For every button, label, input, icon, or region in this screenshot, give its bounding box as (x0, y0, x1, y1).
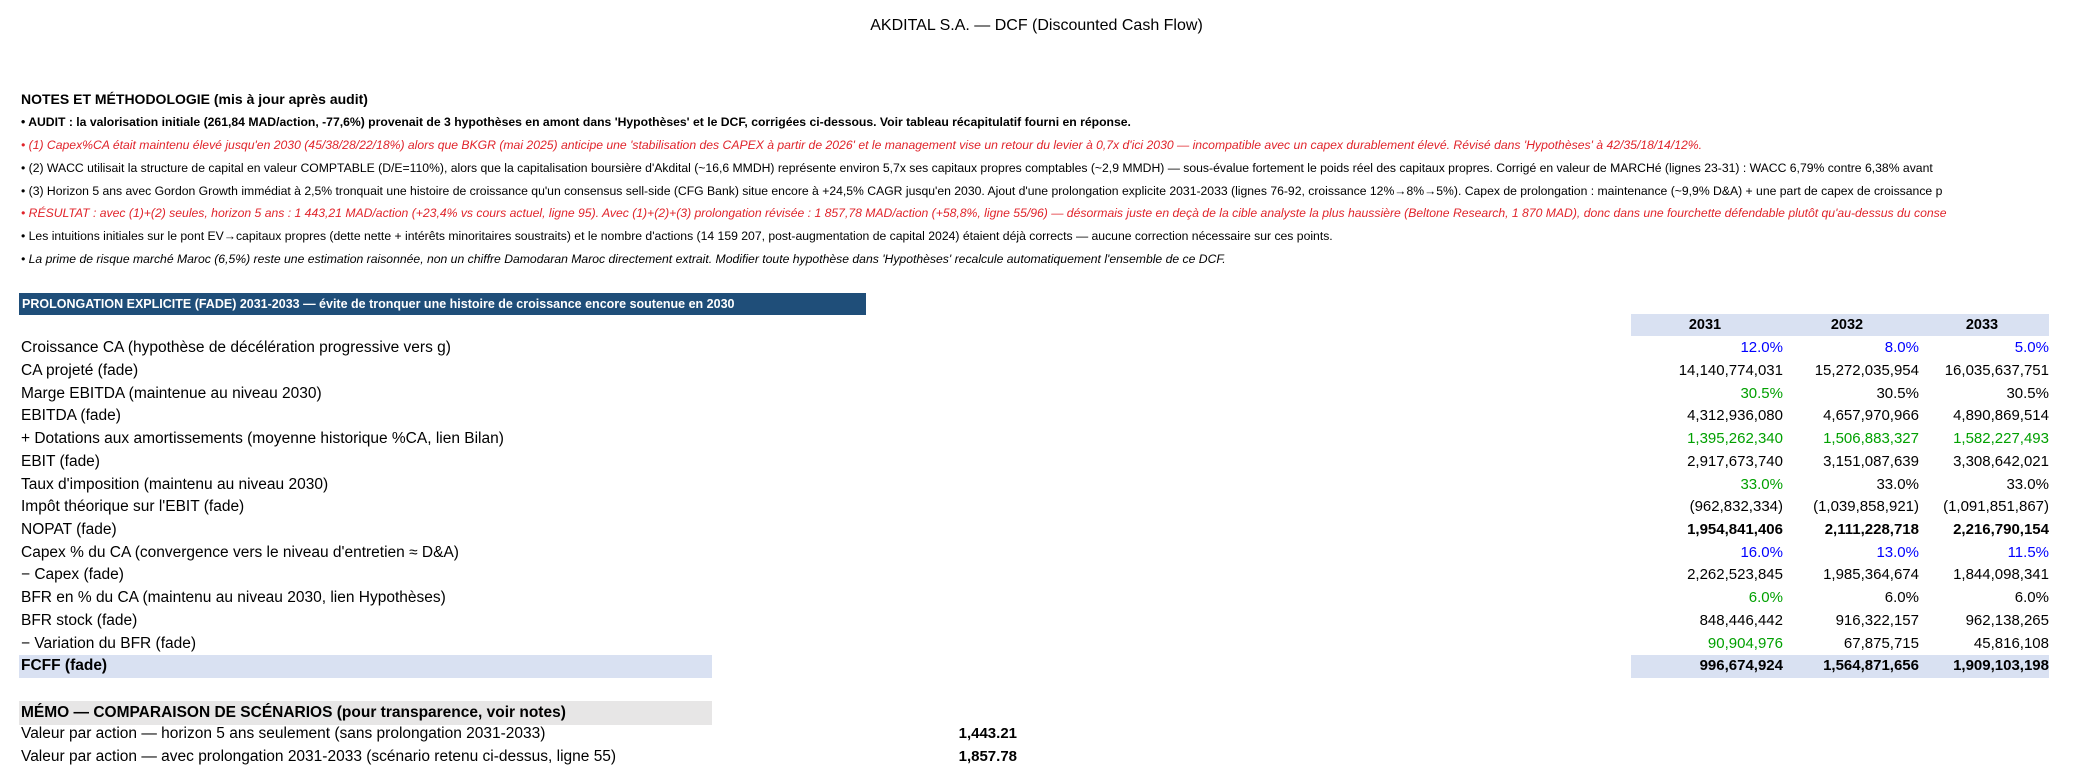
memo-label-fade: Valeur par action — avec prolongation 2031-2033 (scénario retenu ci-dessus, ligne 55) (21, 748, 617, 765)
cell-tax-rate-2031[interactable]: 33.0% (1740, 476, 1783, 493)
cell-depreciation-2031[interactable]: 1,395,262,340 (1687, 430, 1783, 447)
row-label-bfr-pct: BFR en % du CA (maintenu au niveau 2030, lien Hypothèses) (21, 589, 446, 606)
year-header-2031: 2031 (1631, 314, 1779, 336)
cell-bfr-change-2033[interactable]: 45,816,108 (1973, 635, 2049, 652)
row-label-depreciation: + Dotations aux amortissements (moyenne historique %CA, lien Bilan) (21, 430, 504, 447)
row-label-tax-rate: Taux d'imposition (maintenu au niveau 2030) (21, 476, 329, 493)
cell-bfr-pct-2031[interactable]: 6.0% (1748, 589, 1783, 606)
cell-ebitda-margin-2032[interactable]: 30.5% (1876, 385, 1919, 402)
row-label-ebitda: EBITDA (fade) (21, 407, 121, 424)
memo-value-5y[interactable]: 1,443.21 (958, 725, 1017, 742)
cell-capex-pct-2033[interactable]: 11.5% (2007, 544, 2049, 561)
note-wacc: • (2) WACC utilisait la structure de capital en valeur COMPTABLE (D/E=110%), alors que la capitalisation boursière d'Akdital (~16,6 MMDH) représente environ 5,7x ses capitaux propres comptables (~2,9 MMDH) — sous-évalue fortement le poids réel des capitaux propres. Corrigé en valeur de MARCHé (lignes 23-31) : WACC 6,79% contre 6,38% avant (21, 161, 1933, 175)
cell-capex-pct-2032[interactable]: 13.0% (1876, 544, 1919, 561)
cell-revenue-2031[interactable]: 14,140,774,031 (1678, 362, 1783, 379)
note-capex: • (1) Capex%CA était maintenu élevé jusqu'en 2030 (45/38/28/22/18%) alors que BKGR (mai 2025) anticipe une 'stabilisation des CAPEX à partir de 2026' et le management vise un retour du levier à 0,7x d'ici 2030 — incompatible avec un capex durablement élevé. Révisé dans 'Hypothèses' à 42/35/18/14/12%. (21, 138, 1702, 152)
row-label-bfr-stock: BFR stock (fade) (21, 612, 138, 629)
fcff-row-highlight (19, 655, 712, 678)
row-label-bfr-change: − Variation du BFR (fade) (21, 635, 197, 652)
cell-nopat-2032[interactable]: 2,111,228,718 (1824, 521, 1919, 538)
memo-title: MÉMO — COMPARAISON DE SCÉNARIOS (pour transparence, voir notes) (21, 704, 566, 721)
row-label-ebitda-margin: Marge EBITDA (maintenue au niveau 2030) (21, 385, 322, 402)
cell-tax-rate-2032[interactable]: 33.0% (1876, 476, 1919, 493)
cell-growth-2033[interactable]: 5.0% (2014, 339, 2049, 356)
cell-ebitda-margin-2033[interactable]: 30.5% (2006, 385, 2049, 402)
memo-value-fade[interactable]: 1,857.78 (958, 748, 1017, 765)
cell-capex-2033[interactable]: 1,844,098,341 (1953, 566, 2049, 583)
cell-growth-2032[interactable]: 8.0% (1884, 339, 1919, 356)
note-audit: • AUDIT : la valorisation initiale (261,84 MAD/action, -77,6%) provenait de 3 hypothèses en amont dans 'Hypothèses' et le DCF, corrigées ci-dessous. Voir tableau récapitulatif fourni en réponse. (21, 115, 1131, 129)
cell-revenue-2033[interactable]: 16,035,637,751 (1944, 362, 2049, 379)
cell-bfr-change-2031[interactable]: 90,904,976 (1707, 635, 1783, 652)
cell-depreciation-2032[interactable]: 1,506,883,327 (1823, 430, 1919, 447)
row-label-tax: Impôt théorique sur l'EBIT (fade) (21, 498, 245, 515)
cell-nopat-2031[interactable]: 1,954,841,406 (1687, 521, 1783, 538)
row-label-capex-pct: Capex % du CA (convergence vers le niveau d'entretien ≈ D&A) (21, 544, 459, 561)
cell-tax-2032[interactable]: (1,039,858,921) (1813, 498, 1919, 515)
cell-fcff-2031[interactable]: 996,674,924 (1699, 657, 1783, 674)
year-header-2032: 2032 (1779, 314, 1915, 336)
note-result: • RÉSULTAT : avec (1)+(2) seules, horizon 5 ans : 1 443,21 MAD/action (+23,4% vs cours actuel, ligne 95). Avec (1)+(2)+(3) prolongation révisée : 1 857,78 MAD/action (+58,8%, ligne 55/96) — désormais juste en deçà de la cible analyste la plus haussière (Beltone Research, 1 870 MAD), donc dans une fourchette défendable plutôt qu'au-dessus du conse (21, 206, 1947, 220)
cell-ebit-2031[interactable]: 2,917,673,740 (1687, 453, 1783, 470)
cell-ebit-2033[interactable]: 3,308,642,021 (1953, 453, 2049, 470)
year-header-2033: 2033 (1915, 314, 2049, 336)
row-label-revenue: CA projeté (fade) (21, 362, 139, 379)
row-label-growth: Croissance CA (hypothèse de décélération progressive vers g) (21, 339, 451, 356)
sheet-title: AKDITAL S.A. — DCF (Discounted Cash Flow) (870, 17, 1203, 34)
note-horizon: • (3) Horizon 5 ans avec Gordon Growth immédiat à 2,5% tronquait une histoire de croissance qu'un consensus sell-side (CFG Bank) situe encore à +24,5% CAGR jusqu'en 2030. Ajout d'une prolongation explicite 2031-2033 (lignes 76-92, croissance 12%→8%→5%). Capex de prolongation : maintenance (~9,9% D&A) + une part de capex de croissance p (21, 184, 1943, 198)
row-label-nopat: NOPAT (fade) (21, 521, 117, 538)
cell-tax-2031[interactable]: (962,832,334) (1689, 498, 1783, 515)
cell-revenue-2032[interactable]: 15,272,035,954 (1814, 362, 1919, 379)
cell-bfr-stock-2031[interactable]: 848,446,442 (1699, 612, 1783, 629)
cell-bfr-stock-2032[interactable]: 916,322,157 (1835, 612, 1919, 629)
cell-bfr-pct-2033[interactable]: 6.0% (2014, 589, 2049, 606)
cell-ebitda-2031[interactable]: 4,312,936,080 (1687, 407, 1783, 424)
cell-capex-pct-2031[interactable]: 16.0% (1740, 544, 1783, 561)
cell-fcff-2033[interactable]: 1,909,103,198 (1953, 657, 2049, 674)
memo-label-5y: Valeur par action — horizon 5 ans seulement (sans prolongation 2031-2033) (21, 725, 546, 742)
cell-growth-2031[interactable]: 12.0% (1740, 339, 1783, 356)
row-label-capex: − Capex (fade) (21, 566, 124, 583)
cell-ebitda-margin-2031[interactable]: 30.5% (1740, 385, 1783, 402)
cell-depreciation-2033[interactable]: 1,582,227,493 (1953, 430, 2049, 447)
cell-ebitda-2033[interactable]: 4,890,869,514 (1953, 407, 2049, 424)
cell-capex-2031[interactable]: 2,262,523,845 (1687, 566, 1783, 583)
cell-ebit-2032[interactable]: 3,151,087,639 (1823, 453, 1919, 470)
note-bridge: • Les intuitions initiales sur le pont EV→capitaux propres (dette nette + intérêts minoritaires soustraits) et le nombre d'actions (14 159 207, post-augmentation de capital 2024) étaient déjà corrects — aucune correction nécessaire sur ces points. (21, 229, 1333, 243)
cell-bfr-stock-2033[interactable]: 962,138,265 (1965, 612, 2049, 629)
cell-ebitda-2032[interactable]: 4,657,970,966 (1823, 407, 1919, 424)
row-label-ebit: EBIT (fade) (21, 453, 100, 470)
cell-nopat-2033[interactable]: 2,216,790,154 (1953, 521, 2049, 538)
fade-section-banner: PROLONGATION EXPLICITE (FADE) 2031-2033 — évite de tronquer une histoire de croissance encore soutenue en 2030 (19, 293, 866, 315)
cell-bfr-pct-2032[interactable]: 6.0% (1884, 589, 1919, 606)
notes-heading: NOTES ET MÉTHODOLOGIE (mis à jour après audit) (21, 91, 368, 107)
note-risk-premium: • La prime de risque marché Maroc (6,5%) reste une estimation raisonnée, non un chiffre Damodaran Maroc directement extrait. Modifier toute hypothèse dans 'Hypothèses' recalcule automatiquement l'ensemble de ce DCF. (21, 252, 1226, 266)
cell-tax-rate-2033[interactable]: 33.0% (2006, 476, 2049, 493)
cell-capex-2032[interactable]: 1,985,364,674 (1823, 566, 1919, 583)
row-label-fcff: FCFF (fade) (21, 657, 108, 674)
cell-fcff-2032[interactable]: 1,564,871,656 (1823, 657, 1919, 674)
cell-tax-2033[interactable]: (1,091,851,867) (1943, 498, 2049, 515)
cell-bfr-change-2032[interactable]: 67,875,715 (1843, 635, 1919, 652)
